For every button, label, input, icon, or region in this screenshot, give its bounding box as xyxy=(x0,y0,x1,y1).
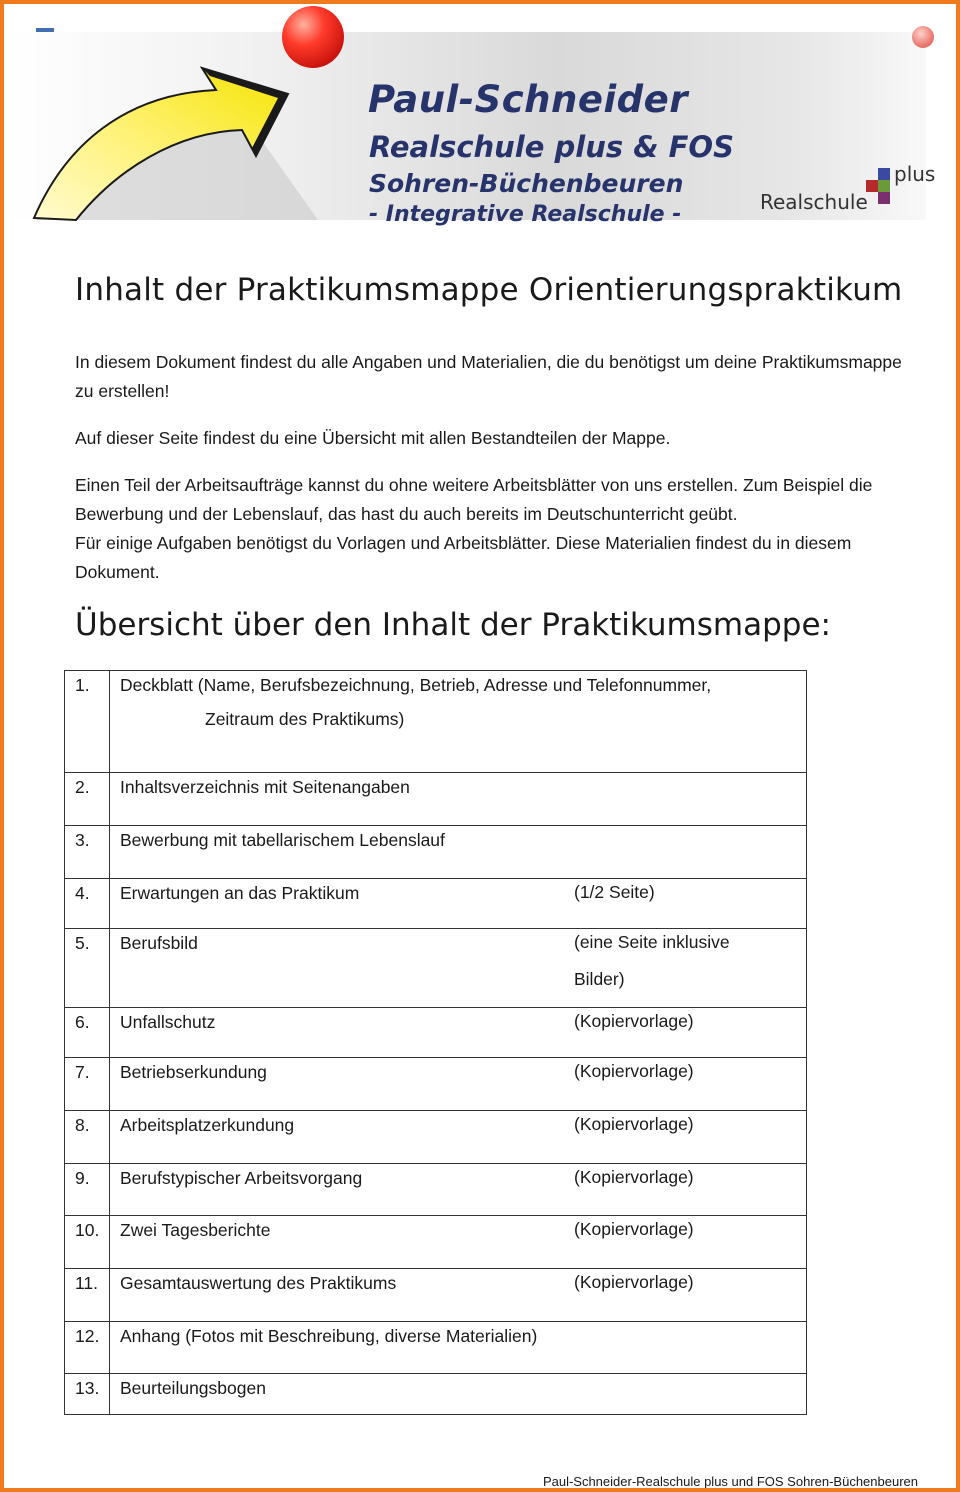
logo-square-green xyxy=(878,180,890,192)
row-subtext: Zeitraum des Praktikums) xyxy=(205,709,405,729)
row-number: 9. xyxy=(65,1164,110,1216)
row-cell xyxy=(110,1269,807,1322)
logo-word: Realschule xyxy=(760,190,868,214)
school-subtitle-3: - Integrative Realschule - xyxy=(369,202,682,227)
row-text: Inhaltsverzeichnis mit Seitenangaben xyxy=(120,777,410,797)
row-number: 10. xyxy=(65,1216,110,1269)
row-text: Betriebserkundung xyxy=(120,1062,267,1082)
table-row xyxy=(65,1164,807,1216)
row-cell xyxy=(110,773,807,826)
row-cell xyxy=(110,1322,807,1374)
table-row xyxy=(65,1216,807,1269)
school-name: Paul-Schneider xyxy=(368,78,688,121)
row-text: Deckblatt (Name, Berufsbezeichnung, Betrieb, Adresse und Telefonnummer, xyxy=(120,675,712,695)
row-text: Arbeitsplatzerkundung xyxy=(120,1115,295,1135)
row-cell xyxy=(110,929,807,1008)
logo-square-red xyxy=(866,180,878,192)
row-number: 5. xyxy=(65,929,110,1008)
row-number: 6. xyxy=(65,1008,110,1058)
logo-square-purple xyxy=(878,192,890,204)
school-subtitle-1: Realschule plus & FOS xyxy=(369,130,734,164)
row-number: 7. xyxy=(65,1058,110,1111)
row-number: 4. xyxy=(65,879,110,929)
section-title: Übersicht über den Inhalt der Praktikumsmappe: xyxy=(75,607,831,643)
row-text: Bewerbung mit tabellarischem Lebenslauf xyxy=(120,830,445,850)
table-row xyxy=(65,773,807,826)
row-note: (Kopiervorlage) xyxy=(574,1167,694,1187)
page-footer: Paul-Schneider-Realschule plus und FOS Sohren-Büchenbeuren xyxy=(542,1474,918,1489)
row-note: (1/2 Seite) xyxy=(574,882,655,902)
row-number: 12. xyxy=(65,1322,110,1374)
row-number: 11. xyxy=(65,1269,110,1322)
row-cell xyxy=(110,1164,807,1216)
row-cell xyxy=(110,826,807,879)
row-number: 8. xyxy=(65,1111,110,1164)
row-cell xyxy=(110,1374,807,1415)
row-note: (eine Seite inklusive Bilder) xyxy=(574,932,730,989)
tasks-paragraph-line1: Einen Teil der Arbeitsaufträge kannst du ohne weitere Arbeitsblätter von uns erstellen. Zum Beispiel die Bewerbung und der Lebenslauf, das hast du auch bereits im Deutschunterricht geübt. xyxy=(75,475,873,524)
table-row xyxy=(65,879,807,929)
row-number: 13. xyxy=(65,1374,110,1415)
row-note: (Kopiervorlage) xyxy=(574,1061,694,1081)
table-row xyxy=(65,1269,807,1322)
logo-square-blue xyxy=(878,168,890,180)
header-banner xyxy=(6,32,936,227)
table-row xyxy=(65,929,807,1008)
row-text: Erwartungen an das Praktikum xyxy=(120,883,360,903)
row-text: Gesamtauswertung des Praktikums xyxy=(120,1273,397,1293)
table-row xyxy=(65,1322,807,1374)
row-cell xyxy=(110,1008,807,1058)
row-cell xyxy=(110,671,807,773)
overview-paragraph: Auf dieser Seite findest du eine Übersicht mit allen Bestandteilen der Mappe. xyxy=(75,428,671,448)
corner-mark xyxy=(36,28,54,32)
logo-plus: plus xyxy=(894,162,936,186)
tasks-paragraph-line2: Für einige Aufgaben benötigst du Vorlagen und Arbeitsblätter. Diese Materialien findest du in diesem Dokument. xyxy=(75,533,852,582)
table-row xyxy=(65,826,807,879)
contents-table xyxy=(64,670,807,1415)
row-number: 1. xyxy=(65,671,110,773)
row-number: 2. xyxy=(65,773,110,826)
document-body xyxy=(75,272,925,643)
row-note: (Kopiervorlage) xyxy=(574,1114,694,1134)
row-text: Berufstypischer Arbeitsvorgang xyxy=(120,1168,363,1188)
table-row xyxy=(65,1111,807,1164)
table-row xyxy=(65,671,807,773)
row-cell xyxy=(110,1111,807,1164)
row-cell xyxy=(110,879,807,929)
red-ball-icon xyxy=(282,6,344,68)
school-subtitle-2: Sohren-Büchenbeuren xyxy=(369,169,684,198)
row-text: Berufsbild xyxy=(120,933,198,953)
row-note: (Kopiervorlage) xyxy=(574,1219,694,1239)
table-row xyxy=(65,1008,807,1058)
row-text: Zwei Tagesberichte xyxy=(120,1220,271,1240)
row-cell xyxy=(110,1058,807,1111)
document-title: Inhalt der Praktikumsmappe Orientierungspraktikum xyxy=(75,272,903,308)
row-number: 3. xyxy=(65,826,110,879)
intro-paragraph: In diesem Dokument findest du alle Angaben und Materialien, die du benötigst um deine Praktikumsmappe zu erstellen! xyxy=(75,352,902,401)
row-text: Anhang (Fotos mit Beschreibung, diverse Materialien) xyxy=(120,1326,538,1346)
row-note: (Kopiervorlage) xyxy=(574,1272,694,1292)
table-row xyxy=(65,1058,807,1111)
row-text: Unfallschutz xyxy=(120,1012,216,1032)
row-cell xyxy=(110,1216,807,1269)
row-text: Beurteilungsbogen xyxy=(120,1378,266,1398)
table-row xyxy=(65,1374,807,1415)
small-red-ball-icon xyxy=(912,26,934,48)
row-note: (Kopiervorlage) xyxy=(574,1011,694,1031)
tasks-paragraph xyxy=(75,471,925,587)
